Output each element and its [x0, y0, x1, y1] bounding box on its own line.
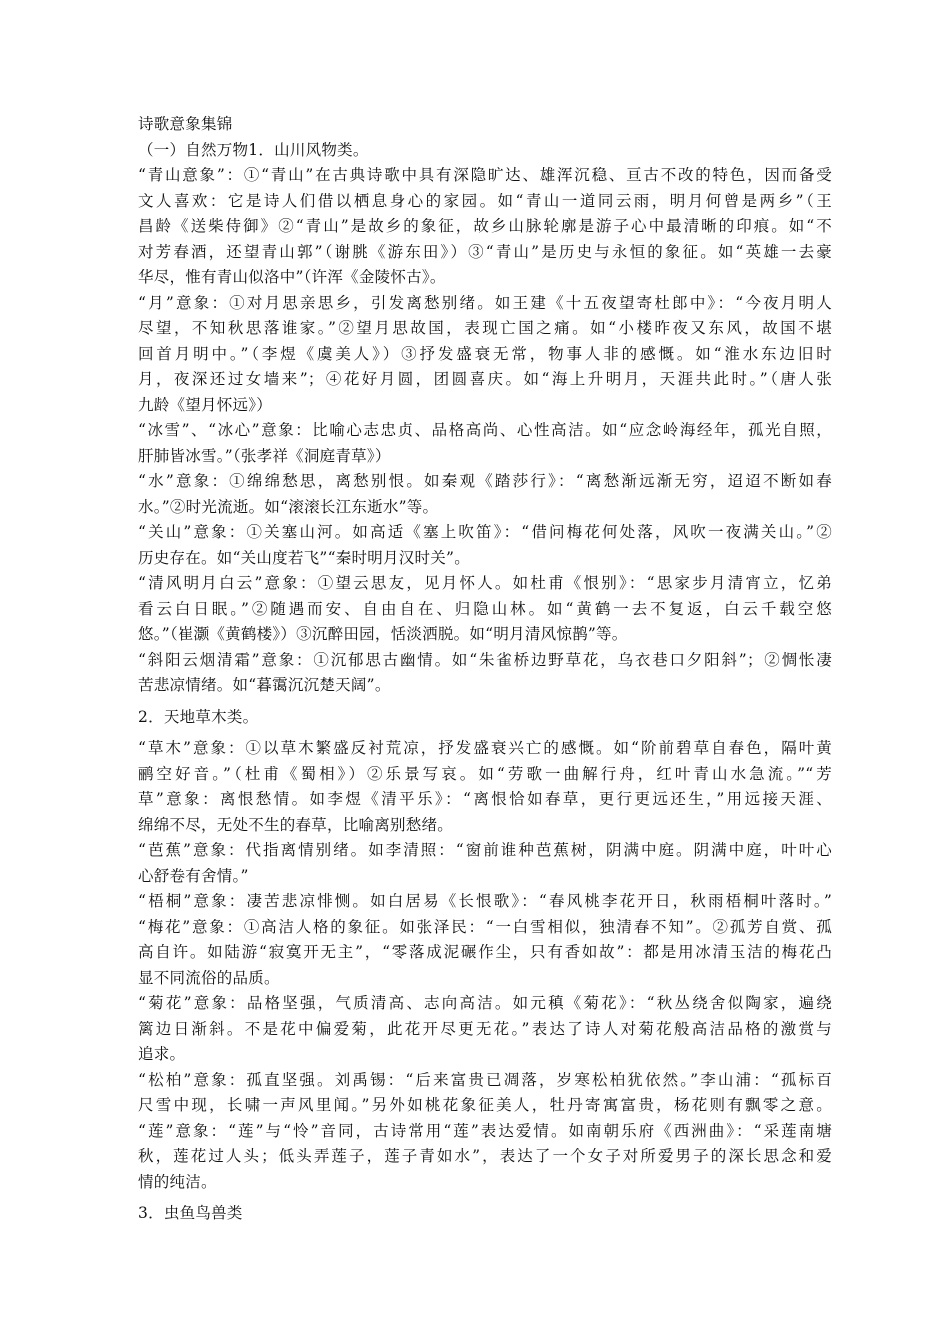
- section-mountains-rivers: [138, 163, 832, 699]
- paragraph-line: 昌龄《送柴侍御》②“青山”是故乡的象征，故乡山脉轮廓是游子心中最清晰的印痕。如“不: [138, 217, 832, 235]
- paragraph-line: 情的纯洁。: [138, 1172, 217, 1191]
- paragraph-line: 华尽，惟有青山似洛中”（许浑《金陵怀古》。: [138, 268, 446, 286]
- paragraph-line: 追求。: [138, 1045, 186, 1063]
- paragraph-line: 秋，莲花过人头；低头弄莲子，莲子青如水”，表达了一个女子对所爱男子的深长思念和爱: [138, 1147, 832, 1165]
- paragraph-line: “冰雪”、“冰心”意象：比喻心志忠贞、品格高尚、心性高洁。如“应念岭海经年，孤光自照，: [138, 421, 832, 439]
- paragraph-line: “芭蕉”意象：代指离情别绪。如李清照：“窗前谁种芭蕉树，阴满中庭。阴满中庭，叶叶心: [138, 841, 832, 859]
- section-heading-plants: 2．天地草木类。: [138, 707, 259, 726]
- paragraph-line: 显不同流俗的品质。: [138, 968, 280, 987]
- paragraph-line: “月”意象：①对月思亲思乡，引发离愁别绪。如王建《十五夜望寄杜郎中》：“今夜月明人: [138, 293, 832, 312]
- paragraph-line: “关山”意象：①关塞山河。如高适《塞上吹笛》：“借问梅花何处落，风吹一夜满关山。”②: [138, 523, 832, 541]
- paragraph-line: 篱边日渐斜。不是花中偏爱菊，此花开尽更无花。”表达了诗人对菊花般高洁品格的激赏与: [138, 1019, 832, 1038]
- paragraph-line: “青山意象”：①“青山”在古典诗歌中具有深隐旷达、雄浑沉稳、亘古不改的特色，因而备受: [138, 166, 832, 184]
- section-heading-animals: 3．虫鱼鸟兽类: [138, 1204, 243, 1222]
- paragraph-line: “斜阳云烟清霜”意象：①沉郁思古幽情。如“朱雀桥边野草花，乌衣巷口夕阳斜”；②惆怅凄: [138, 650, 832, 669]
- paragraph-line: 草”意象：离恨愁情。如李煜《清平乐》：“离恨恰如春草，更行更远还生，”用远接天涯、: [138, 790, 832, 808]
- paragraph-line: “梧桐”意象：凄苦悲凉悱恻。如白居易《长恨歌》：“春风桃李花开日，秋雨梧桐叶落时。”: [138, 892, 832, 910]
- paragraph-line: “梅花”意象：①高洁人格的象征。如张泽民：“一白雪相似，独清春不知”。②孤芳自赏、孤: [138, 917, 832, 936]
- paragraph-line: 看云白日眠。”②随遇而安、自由自在、归隐山林。如“黄鹤一去不复返，白云千载空悠: [138, 599, 832, 618]
- paragraph-line: 高自许。如陆游“寂寞开无主”，“零落成泥碾作尘，只有香如故”：都是用冰清玉洁的梅花凸: [138, 943, 832, 961]
- paragraph-line: 心舒卷有舍情。”: [138, 866, 249, 885]
- paragraph-line: “清风明月白云”意象：①望云思友，见月怀人。如杜甫《恨别》：“思家步月清宵立，忆弟: [138, 574, 832, 592]
- paragraph-line: 鹂空好音。”（杜甫《蜀相》）②乐景写哀。如“劳歌一曲解行舟，红叶青山水急流。”“芳: [138, 764, 832, 783]
- paragraph-line: 历史存在。如“关山度若飞”“秦时明月汉时关”。: [138, 548, 470, 567]
- paragraph-line: “水”意象：①绵绵愁思，离愁别恨。如秦观《踏莎行》：“离愁渐远渐无穷，迢迢不断如春: [138, 472, 832, 490]
- section-heading-nature: （一）自然万物1．山川风物类。: [138, 140, 369, 159]
- paragraph-line: 回首月明中。”（李煜《虞美人》）③抒发盛衰无常，物事人非的感慨。如“淮水东边旧时: [138, 344, 832, 363]
- document-title: 诗歌意象集锦: [138, 115, 233, 133]
- paragraph-line: “莲”意象：“莲”与“怜”音同，古诗常用“莲”表达爱情。如南朝乐府《西洲曲》：“采莲南塘: [138, 1121, 832, 1140]
- section-plants: [138, 736, 832, 1195]
- paragraph-line: 水。”②时光流逝。如“滚滚长江东逝水”等。: [138, 497, 439, 516]
- paragraph-line: 九龄《望月怀远》）: [138, 395, 273, 414]
- paragraph-line: 肝肺皆冰雪。”（张孝祥《洞庭青草》）: [138, 446, 391, 465]
- paragraph-line: 苦悲凉情绪。如“暮霭沉沉楚天阔”。: [138, 676, 391, 694]
- paragraph-line: 对芳春酒，还望青山郭”（谢朓《游东田》）③“青山”是历史与永恒的象征。如“英雄一去豪: [138, 242, 832, 261]
- paragraph-line: “松柏”意象：孤直坚强。刘禹锡：“后来富贵已凋落，岁寒松柏犹依然。”李山浦：“孤标百: [138, 1070, 832, 1089]
- paragraph-line: “草木”意象：①以草木繁盛反衬荒凉，抒发盛衰兴亡的感慨。如“阶前碧草自春色，隔叶黄: [138, 739, 832, 757]
- paragraph-line: 月，夜深还过女墙来”；④花好月圆，团圆喜庆。如“海上升明月，天涯共此时。”（唐人张: [138, 370, 832, 388]
- paragraph-line: 尽望，不知秋思落谁家。”②望月思故国，表现亡国之痛。如“小楼昨夜又东风，故国不堪: [138, 319, 832, 337]
- paragraph-line: 尺雪中现，长啸一声风里闻。”另外如桃花象征美人，牡丹寄寓富贵，杨花则有飘零之意。: [138, 1096, 832, 1114]
- paragraph-line: 绵绵不尽，无处不生的春草，比喻离别愁绪。: [138, 815, 454, 834]
- paragraph-line: 文人喜欢：它是诗人们借以栖息身心的家园。如“青山一道同云雨，明月何曾是两乡”（王: [138, 191, 832, 210]
- paragraph-line: 悠。”（崔灏《黄鹤楼》）③沉醉田园，恬淡洒脱。如“明月清风惊鹊”等。: [138, 625, 628, 643]
- paragraph-line: “菊花”意象：品格坚强，气质清高、志向高洁。如元稹《菊花》：“秋丛绕舍似陶家，遍绕: [138, 994, 832, 1012]
